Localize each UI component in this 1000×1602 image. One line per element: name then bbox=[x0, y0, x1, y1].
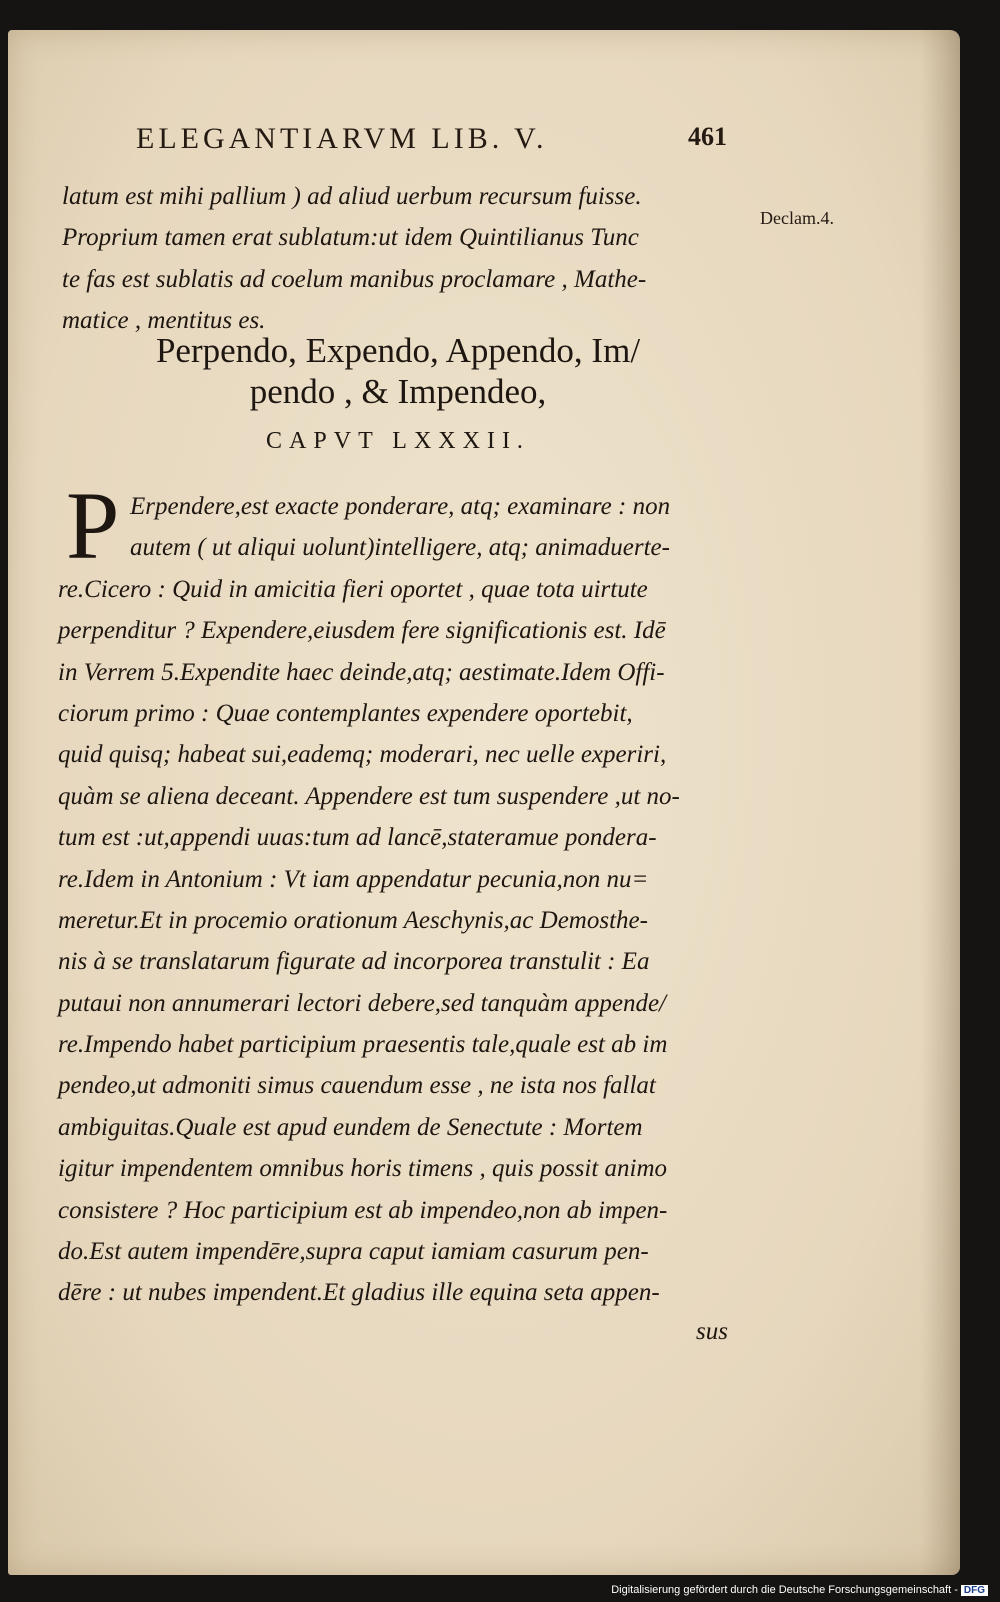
heading-line-1: Perpendo, Expendo, Appendo, Im/ bbox=[155, 331, 641, 370]
running-title: ELEGANTIARVM LIB. V. bbox=[136, 122, 548, 155]
text-line: tum est :ut,appendi uuas:tum ad lancē,stateramue pondera- bbox=[58, 824, 657, 852]
text-line: dēre : ut nubes impendent.Et gladius ille equina seta appen- bbox=[58, 1279, 660, 1307]
book-page bbox=[8, 30, 960, 1575]
margin-note: Declam.4. bbox=[760, 208, 834, 228]
text-line: quàm se aliena deceant. Appendere est tum suspendere ,ut no- bbox=[58, 782, 680, 810]
text-line: putaui non annumerari lectori debere,sed tanquàm appende/ bbox=[58, 989, 667, 1017]
text-line: Erpendere,est exacte ponderare, atq; examinare : non bbox=[130, 493, 671, 520]
dfg-logo: DFG bbox=[961, 1585, 988, 1596]
text-line: quid quisq; habeat sui,eademq; moderari, nec uelle experiri, bbox=[58, 741, 667, 769]
text-line: perpenditur ? Expendere,eiusdem fere significationis est. Idē bbox=[58, 617, 666, 645]
text-line: meretur.Et in procemio orationum Aeschynis,ac Demosthe- bbox=[58, 906, 648, 934]
running-header bbox=[8, 122, 960, 162]
heading-line-2: pendo , & Impendeo, bbox=[249, 372, 547, 411]
text-line: re.Cicero : Quid in amicitia fieri oportet , quae tota uirtute bbox=[58, 575, 648, 603]
text-line: igitur impendentem omnibus horis timens , quis possit animo bbox=[58, 1155, 668, 1183]
chapter-body bbox=[58, 486, 738, 1314]
chapter-heading bbox=[58, 330, 738, 412]
drop-cap: P bbox=[66, 472, 120, 579]
text-line: re.Impendo habet participium praesentis tale,quale est ab im bbox=[58, 1031, 668, 1059]
text-line: latum est mihi pallium ) ad aliud uerbum recursum fuisse. bbox=[62, 183, 642, 210]
text-line: pendeo,ut admoniti simus cauendum esse , ne ista nos fallat bbox=[58, 1072, 656, 1100]
page-edge-shadow bbox=[920, 30, 960, 1575]
text-line: Proprium tamen erat sublatum:ut idem Quintilianus Tunc bbox=[62, 224, 639, 252]
page-number: 461 bbox=[688, 122, 727, 151]
text-line: in Verrem 5.Expendite haec deinde,atq; aestimate.Idem Offi- bbox=[58, 658, 665, 686]
text-line: nis à se translatarum figurate ad incorporea transtulit : Ea bbox=[58, 948, 650, 976]
text-line: consistere ? Hoc participium est ab impendeo,non ab impen- bbox=[58, 1196, 668, 1224]
text-line: do.Est autem impendēre,supra caput iamiam casurum pen- bbox=[58, 1238, 649, 1266]
catchword: sus bbox=[696, 1318, 728, 1345]
chapter-number: CAPVT LXXXII. bbox=[266, 428, 530, 454]
text-line: ciorum primo : Quae contemplantes expendere oportebit, bbox=[58, 699, 633, 727]
continued-text bbox=[62, 176, 742, 342]
text-line: te fas est sublatis ad coelum manibus proclamare , Mathe- bbox=[62, 265, 647, 293]
text-line: re.Idem in Antonium : Vt iam appendatur pecunia,non nu= bbox=[58, 865, 649, 893]
text-line: ambiguitas.Quale est apud eundem de Senectute : Mortem bbox=[58, 1113, 643, 1141]
footer-text: Digitalisierung gefördert durch die Deutsche Forschungsgemeinschaft - bbox=[611, 1584, 958, 1596]
text-line: autem ( ut aliqui uolunt)intelligere, atq; animaduerte- bbox=[130, 534, 670, 562]
digitization-footer bbox=[611, 1584, 988, 1596]
text-line: matice , mentitus es. bbox=[62, 307, 266, 335]
